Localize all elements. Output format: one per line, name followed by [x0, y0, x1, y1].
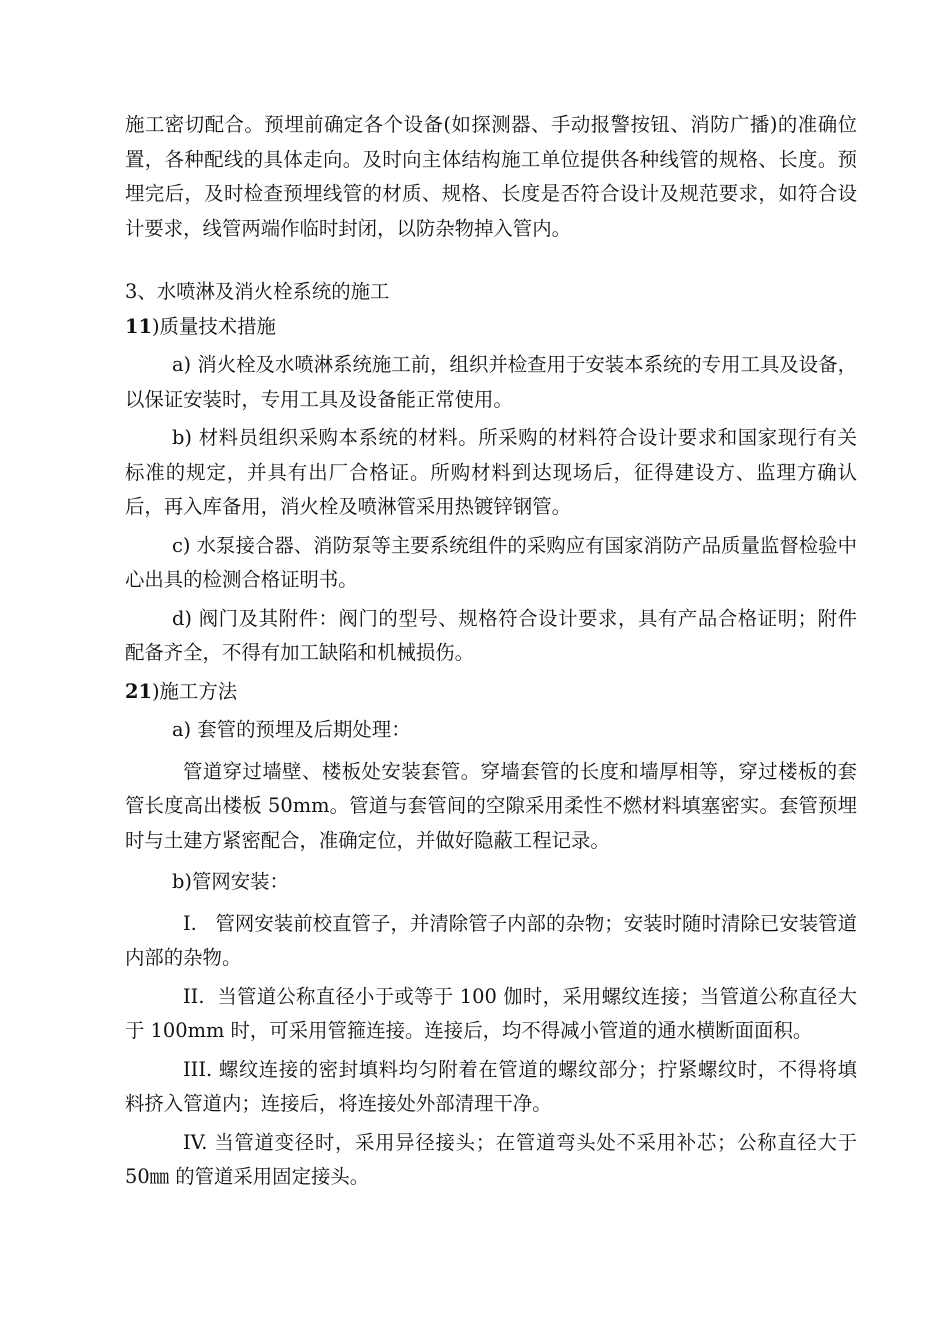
- pipe-network-item-2: II. 当管道公称直径小于或等于 100 伽时，采用螺纹连接；当管道公称直径大于 100mm 时，可采用管箍连接。连接后，均不得减小管道的通水横断面面积。: [125, 984, 857, 1042]
- spacer: [125, 858, 857, 865]
- quality-item-b: b) 材料员组织采购本系统的材料。所采购的材料符合设计要求和国家现行有关标准的规定，并具有出厂合格证。所购材料到达现场后，征得建设方、监理方确认后，再入库备用，消火栓及喷淋管采用热镀锌钢管。: [125, 426, 857, 518]
- method-a-body: 管道穿过墙壁、楼板处安装套管。穿墙套管的长度和墙厚相等，穿过楼板的套管长度高出楼板 50mm。管道与套管间的空隙采用柔性不燃材料填塞密实。套管预埋时与土建方紧密配合，准确定位，并做好隐蔽工程记录。: [125, 759, 857, 852]
- spacer: [125, 748, 857, 755]
- spacer: [125, 246, 857, 275]
- method-b-title: b)管网安装：: [172, 870, 289, 893]
- document-page: [125, 108, 864, 1195]
- subsection-title: )质量技术措施: [151, 314, 276, 338]
- intro-paragraph: 施工密切配合。预埋前确定各个设备(如探测器、手动报警按钮、消防广播)的准确位置，各种配线的具体走向。及时向主体结构施工单位提供各种线管的规格、长度。预埋完后，及时检查预埋线管的材质、规格、长度是否符合设计及规范要求，如符合设计要求，线管两端作临时封闭，以防杂物掉入管内。: [125, 113, 857, 240]
- method-a-title: a) 套管的预埋及后期处理：: [172, 718, 411, 741]
- subsection-heading-method: [125, 675, 857, 710]
- quality-item-a: a) 消火栓及水喷淋系统施工前，组织并检查用于安装本系统的专用工具及设备，以保证安装时，专用工具及设备能正常使用。: [125, 353, 857, 411]
- subsection-heading-quality: [125, 310, 857, 345]
- quality-item-d: d) 阀门及其附件：阀门的型号、规格符合设计要求，具有产品合格证明；附件配备齐全，不得有加工缺陷和机械损伤。: [125, 606, 857, 664]
- subsection-number: 21: [125, 679, 152, 703]
- subsection-title: )施工方法: [151, 679, 238, 703]
- quality-item-c: c) 水泵接合器、消防泵等主要系统组件的采购应有国家消防产品质量监督检验中心出具的检测合格证明书。: [125, 533, 857, 591]
- spacer: [125, 900, 857, 907]
- section-title: 3、水喷淋及消火栓系统的施工: [125, 280, 390, 303]
- subsection-number: 11: [125, 314, 152, 338]
- pipe-network-item-1: I. 管网安装前校直管子，并清除管子内部的杂物；安装时随时清除已安装管道内部的杂物。: [125, 911, 857, 969]
- pipe-network-item-4: IV. 当管道变径时，采用异径接头；在管道弯头处不采用补芯；公称直径大于 50㎜ 的管道采用固定接头。: [125, 1130, 864, 1188]
- pipe-network-item-3: III. 螺纹连接的密封填料均匀附着在管道的螺纹部分；拧紧螺纹时，不得将填料挤入管道内；连接后，将连接处外部清理干净。: [125, 1057, 857, 1115]
